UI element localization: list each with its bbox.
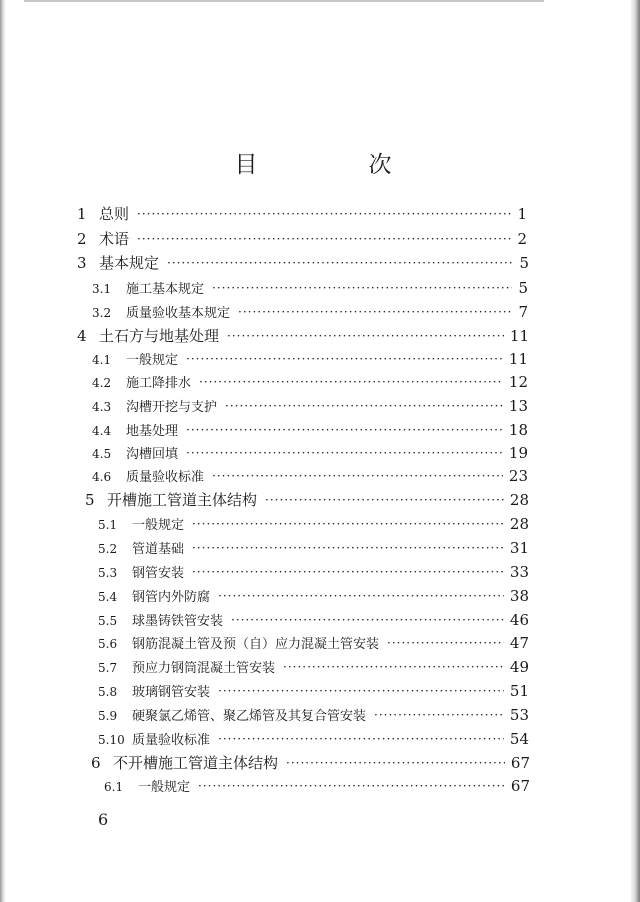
toc-leader-dots	[192, 517, 504, 531]
toc-entry-5-5[interactable]	[98, 610, 529, 632]
toc-entry-6[interactable]	[91, 752, 530, 774]
toc-number: 1	[77, 205, 87, 223]
toc-page: 1	[517, 205, 527, 223]
toc-leader-dots	[167, 256, 513, 270]
toc-entry-4-6[interactable]	[92, 466, 528, 488]
toc-number: 2	[77, 230, 87, 248]
toc-label: 土石方与地基处理	[99, 327, 220, 345]
toc-number: 4	[77, 327, 87, 345]
toc-page: 31	[509, 539, 529, 557]
toc-leader-dots	[212, 469, 503, 483]
toc-page: 11	[508, 350, 528, 368]
toc-entry-5-6[interactable]	[98, 633, 529, 655]
toc-entry-5-8[interactable]	[98, 681, 529, 703]
toc-entry-3-2[interactable]	[92, 302, 528, 324]
toc-label: 质量验收标准	[132, 733, 211, 748]
toc-label: 预应力钢筒混凝土管安装	[132, 661, 276, 676]
toc-number: 5.3	[98, 566, 118, 580]
toc-number: 4.4	[92, 424, 112, 438]
toc-entry-5-4[interactable]	[98, 586, 529, 608]
toc-entry-5-9[interactable]	[98, 705, 529, 727]
toc-leader-dots	[192, 541, 504, 555]
toc-number: 4.2	[92, 376, 112, 390]
toc-leader-dots	[186, 446, 503, 460]
toc-leader-dots	[225, 399, 503, 413]
toc-entry-5-1[interactable]	[98, 514, 529, 536]
toc-label: 质量验收基本规定	[126, 306, 231, 321]
toc-number: 6.1	[104, 780, 124, 794]
toc-leader-dots	[227, 329, 504, 343]
toc-entry-2[interactable]	[77, 228, 527, 250]
toc-number: 5.4	[98, 590, 118, 604]
page-number: 6	[98, 810, 109, 829]
toc-number: 5	[85, 491, 95, 509]
toc-entry-6-1[interactable]	[104, 776, 530, 798]
toc-page: 46	[509, 611, 529, 629]
toc-label: 一般规定	[132, 518, 185, 533]
toc-label: 施工基本规定	[126, 282, 205, 297]
toc-label: 地基处理	[126, 424, 179, 439]
toc-page: 5	[518, 279, 528, 297]
toc-label: 硬聚氯乙烯管、聚乙烯管及其复合管安装	[132, 709, 367, 724]
toc-leader-dots	[231, 613, 504, 627]
toc-entry-4-3[interactable]	[92, 396, 528, 418]
toc-page: 23	[508, 467, 528, 485]
toc-entry-4-1[interactable]	[92, 349, 528, 371]
toc-entry-5-10[interactable]	[98, 729, 529, 751]
toc-number: 4.3	[92, 400, 112, 414]
toc-page: 13	[508, 397, 528, 415]
toc-leader-dots	[198, 779, 505, 793]
toc-number: 6	[91, 754, 101, 772]
toc-number: 5.5	[98, 614, 118, 628]
toc-page: 12	[508, 373, 528, 391]
toc-number: 4.5	[92, 447, 112, 461]
toc-page: 67	[510, 754, 530, 772]
toc-leader-dots	[192, 565, 504, 579]
toc-leader-dots	[212, 281, 512, 295]
toc-number: 5.7	[98, 661, 118, 675]
toc-number: 3.1	[92, 282, 112, 296]
toc-label: 钢筋混凝土管及预（自）应力混凝土管安装	[132, 637, 380, 652]
toc-entry-4-2[interactable]	[92, 372, 528, 394]
toc-label: 开槽施工管道主体结构	[107, 491, 258, 509]
toc-page: 67	[510, 777, 530, 795]
toc-label: 沟槽回填	[126, 447, 179, 462]
toc-label: 施工降排水	[126, 376, 192, 391]
toc-leader-dots	[283, 660, 504, 674]
toc-label: 总则	[99, 205, 130, 223]
toc-number: 5.10	[98, 733, 125, 747]
toc-page: 38	[509, 587, 529, 605]
toc-leader-dots	[218, 684, 504, 698]
toc-page: 33	[509, 563, 529, 581]
toc-number: 4.1	[92, 353, 112, 367]
toc-page: 19	[508, 444, 528, 462]
toc-leader-dots	[218, 732, 504, 746]
toc-number: 5.9	[98, 709, 118, 723]
toc-number: 3	[77, 254, 87, 272]
toc-entry-3[interactable]	[77, 252, 529, 274]
toc-label: 一般规定	[138, 780, 191, 795]
toc-page: 28	[509, 491, 529, 509]
toc-page: 54	[509, 730, 529, 748]
toc-label: 球墨铸铁管安装	[132, 614, 224, 629]
toc-page: 5	[519, 254, 529, 272]
page-title: 目 次	[234, 152, 436, 178]
toc-entry-5-3[interactable]	[98, 562, 529, 584]
toc-label: 术语	[99, 230, 130, 248]
toc-leader-dots	[186, 423, 503, 437]
toc-label: 不开槽施工管道主体结构	[113, 754, 279, 772]
toc-leader-dots	[186, 352, 503, 366]
toc-number: 5.1	[98, 518, 118, 532]
toc-number: 3.2	[92, 306, 112, 320]
toc-label: 沟槽开挖与支护	[126, 400, 218, 415]
toc-entry-5-2[interactable]	[98, 538, 529, 560]
toc-entry-1[interactable]	[77, 203, 527, 225]
toc-entry-3-1[interactable]	[92, 278, 528, 300]
toc-leader-dots	[286, 756, 505, 770]
toc-page: 51	[509, 682, 529, 700]
toc-page: 2	[517, 230, 527, 248]
toc-number: 5.2	[98, 542, 118, 556]
toc-number: 5.8	[98, 685, 118, 699]
toc-leader-dots	[265, 493, 504, 507]
toc-leader-dots	[387, 636, 504, 650]
toc-number: 5.6	[98, 637, 118, 651]
toc-page: 11	[509, 327, 529, 345]
toc-label: 质量验收标准	[126, 470, 205, 485]
toc-number: 4.6	[92, 470, 112, 484]
toc-label: 钢管安装	[132, 566, 185, 581]
toc-leader-dots	[137, 232, 511, 246]
toc-page: 49	[509, 658, 529, 676]
toc-label: 基本规定	[99, 254, 160, 272]
toc-leader-dots	[374, 708, 504, 722]
toc-leader-dots	[238, 305, 512, 319]
toc-leader-dots	[218, 589, 504, 603]
toc-label: 玻璃钢管安装	[132, 685, 211, 700]
toc-leader-dots	[137, 207, 511, 221]
toc-entry-4[interactable]	[77, 325, 529, 347]
toc-label: 管道基础	[132, 542, 185, 557]
toc-page: 47	[509, 634, 529, 652]
toc-label: 钢管内外防腐	[132, 590, 211, 605]
toc-leader-dots	[199, 375, 503, 389]
toc-page: 18	[508, 421, 528, 439]
toc-page: 53	[509, 706, 529, 724]
toc-entry-4-4[interactable]	[92, 420, 528, 442]
toc-page: 7	[518, 303, 528, 321]
toc-entry-5-7[interactable]	[98, 657, 529, 679]
toc-label: 一般规定	[126, 353, 179, 368]
toc-entry-5[interactable]	[85, 489, 529, 511]
toc-page: 28	[509, 515, 529, 533]
toc-entry-4-5[interactable]	[92, 443, 528, 465]
